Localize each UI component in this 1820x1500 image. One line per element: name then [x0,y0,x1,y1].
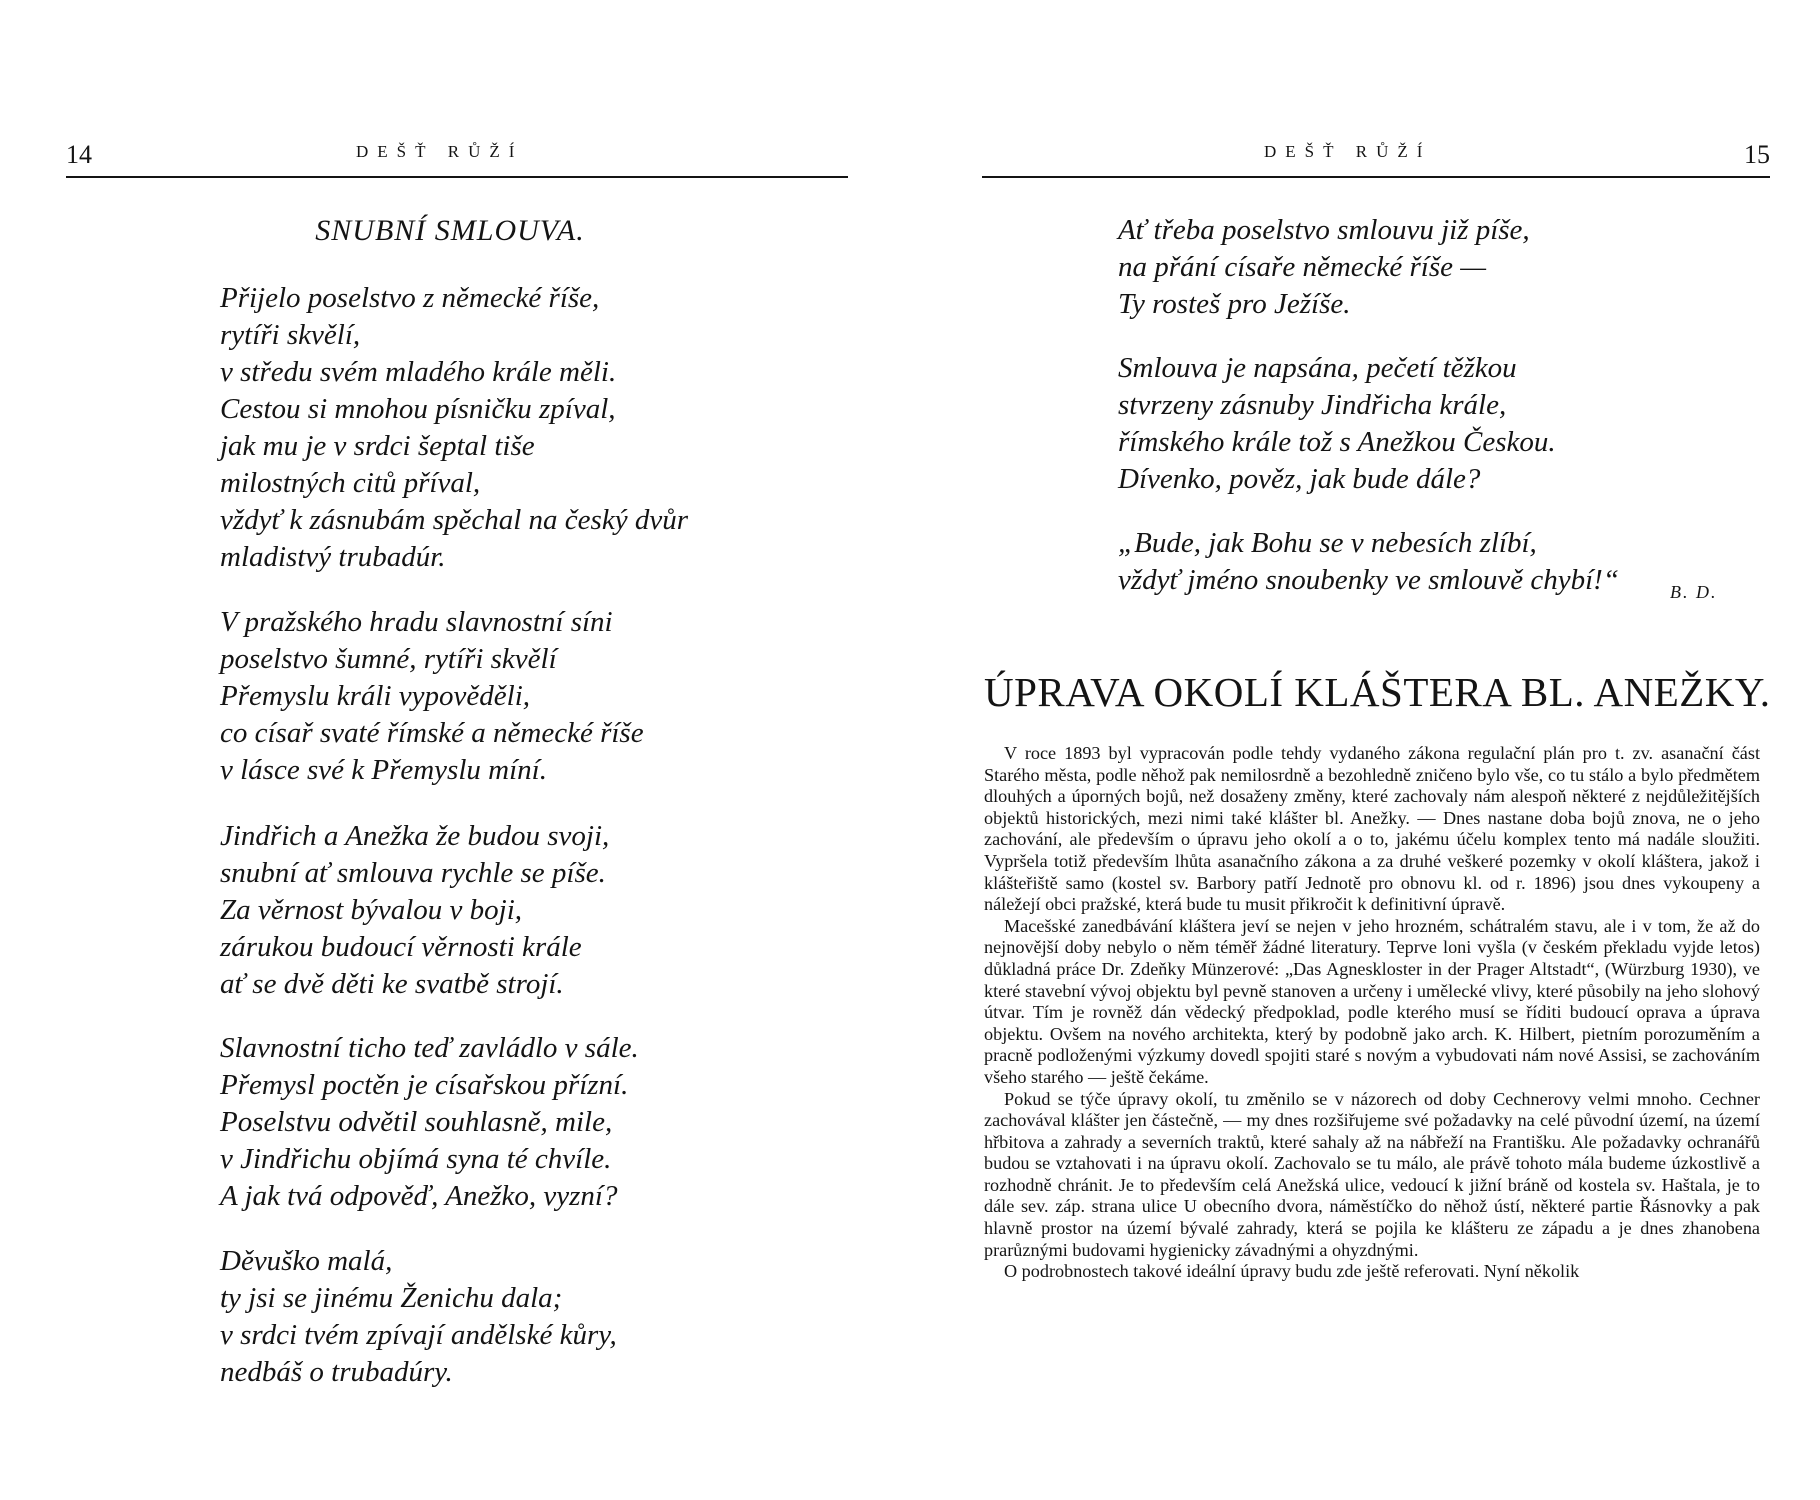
stanza [220,1243,617,1391]
article-title: ÚPRAVA OKOLÍ KLÁŠTERA BL. ANEŽKY. [984,669,1771,715]
poem-line: Slavnostní ticho teď zavládlo v sále. [220,1032,639,1064]
stanza [220,1030,639,1215]
article-paragraph: O podrobnostech takové ideální úpravy budu zde ještě referovati. Nyní několik [1004,1261,1580,1282]
header-rule [982,176,1770,178]
stanza [220,604,644,789]
stanza [1118,350,1556,498]
stanza [220,818,609,1003]
poem-line: ty jsi se jinému Ženichu dala; [220,1282,563,1314]
stanza [1118,525,1619,599]
poem-line: mladistvý trubadúr. [220,541,446,573]
running-head: DEŠŤ RŮŽÍ [356,142,524,161]
poem-line: vždyť k zásnubám spěchal na český dvůr [220,504,688,536]
poem-line: v Jindřichu objímá syna té chvíle. [220,1143,612,1175]
poem-line: zárukou budoucí věrnosti krále [220,931,582,963]
page-number: 14 [66,140,92,169]
poem-line: Za věrnost bývalou v boji, [220,894,523,926]
poem-line: vždyť jméno snoubenky ve smlouvě chybí!“ [1118,564,1619,596]
poem-line: Dívenko, pověz, jak bude dále? [1118,463,1481,495]
header-rule [66,176,848,178]
poem-line: římského krále tož s Anežkou Českou. [1118,426,1556,458]
poem-line: jak mu je v srdci šeptal tiše [220,430,535,462]
article-paragraph: Macešské zanedbávání kláštera jeví se nejen v jeho hrozném, schátralém stavu, ale i v tom, že až do nejnovější doby nebylo o něm téměř žádné literatury. Teprve loni vyšla (v českém překladu vyjde letos) důkladná práce Dr. Zdeňky Münzerové: „Das Agneskloster in der Prager Altstadt“, (Würzburg 1930), ve které stavební vývoj objektu byl pevně stanoven a určeny i umělecké vlivy, které působily na jeho slohový útvar. Tím je rovněž dán vědecký předpoklad, podle kterého musí se říditi budoucí oprava a úprava objektu. Ovšem na nového architekta, který by podobně jako arch. K. Hilbert, pietním porozuměním a pracně podloženými výzkumy dovedl spojiti staré s novým a vybudovati nám nové Assisi, se zachováním všeho starého — ještě čekáme. [984,915,1760,1087]
poem-line: Jindřich a Anežka že budou svoji, [220,820,610,852]
poem-line: ať se dvě děti ke svatbě strojí. [220,968,564,1000]
article-body [984,743,1760,1283]
poem-line: nedbáš o trubadúry. [220,1356,453,1388]
stanza [1118,212,1530,323]
poem-line: Přijelo poselstvo z německé říše, [220,282,600,314]
stanza [220,280,688,576]
poem-line: na přání císaře německé říše — [1118,251,1487,283]
poem-line: stvrzeny zásnuby Jindřicha krále, [1118,389,1507,421]
poem-line: Přemyslu králi vypověděli, [220,680,531,712]
poem-line: v lásce své k Přemyslu míní. [220,754,547,786]
poem-line: Ať třeba poselstvo smlouvu již píše, [1118,214,1530,246]
poem-line: Přemysl poctěn je císařskou přízní. [220,1069,629,1101]
poem-line: rytíři skvělí, [220,319,361,351]
poem-line: poselstvo šumné, rytíři skvělí [220,643,557,675]
poem-line: v středu svém mladého krále měli. [220,356,617,388]
poem-line: Cestou si mnohou písničku zpíval, [220,393,616,425]
article-paragraph: Pokud se týče úpravy okolí, tu změnilo se v názorech od doby Cechnerovy velmi mnoho. Cechner zachovával klášter jen částečně, — my dnes rozšiřujeme své požadavky na celé původní území, na území hřbitova a zahrady a severních traktů, které sahaly až na nábřeží na Františku. Ale požadavky ochranářů budou se vztahovati i na úpravu okolí. Zachovalo se tu málo, ale právě tohoto mála budeme úzkostlivě a rozhodně chránit. Je to především celá Anežská ulice, vedoucí k jižní bráně od kostela sv. Haštala, je to dále sev. záp. strana ulice U obecního dvora, náměstíčko do něhož ústí, některé partie Řásnovky a pak hlavně prostor na území bývalé zahrady, která se pojila ke klášteru ze západu a je dnes zhanobena prarůznými budovami hygienicky závadnými a ohyzdnými. [984,1088,1760,1260]
article-paragraph: V roce 1893 byl vypracován podle tehdy vydaného zákona regulační plán pro t. zv. asanační část Starého města, podle něhož pak nemilosrdně a bezohledně zničeno bylo vše, co tu stálo a bylo předmětem dlouhých a úporných bojů, než dosaženy změny, které zachovaly nám alespoň některé z nejdůležitějších objektů historických, mezi nimi také klášter bl. Anežky. — Dnes nastane doba bojů znova, ne o jeho zachování, ale především o úpravu jeho okolí a o to, jakému účelu komplex tento má nadále sloužiti. Vypršela totiž především lhůta asanačního zákona a za druhé veškeré pozemky v okolí kláštera, jakož i klášteřiště samo (kostel sv. Barbory patří Jednotě pro obnovu kl. od r. 1896) jsou dnes vykoupeny a náležejí obci pražské, která bude tu musit přikročit k definitivní úpravě. [984,743,1760,915]
poem-line: snubní ať smlouva rychle se píše. [220,857,606,889]
poem-line: „Bude, jak Bohu se v nebesích zlíbí, [1118,527,1537,559]
poem-line: A jak tvá odpověď, Anežko, vyzní? [220,1180,618,1212]
right-page [900,0,1820,1500]
poem-line: Ty rosteš pro Ježíše. [1118,288,1351,320]
poem-line: milostných citů příval, [220,467,481,499]
running-head: DEŠŤ RŮŽÍ [1264,142,1432,161]
poem-line: V pražského hradu slavnostní síni [220,606,613,638]
poem-title: SNUBNÍ SMLOUVA. [315,214,585,247]
page-number: 15 [1744,140,1770,169]
poem-line: Smlouva je napsána, pečetí těžkou [1118,352,1517,384]
left-page [0,0,900,1500]
poem-line: v srdci tvém zpívají andělské kůry, [220,1319,617,1351]
poem-line: Poselstvu odvětil souhlasně, mile, [220,1106,613,1138]
author-signature: B. D. [1670,582,1718,602]
poem-line: co císař svaté římské a německé říše [220,717,644,749]
poem-line: Děvuško malá, [220,1245,393,1277]
